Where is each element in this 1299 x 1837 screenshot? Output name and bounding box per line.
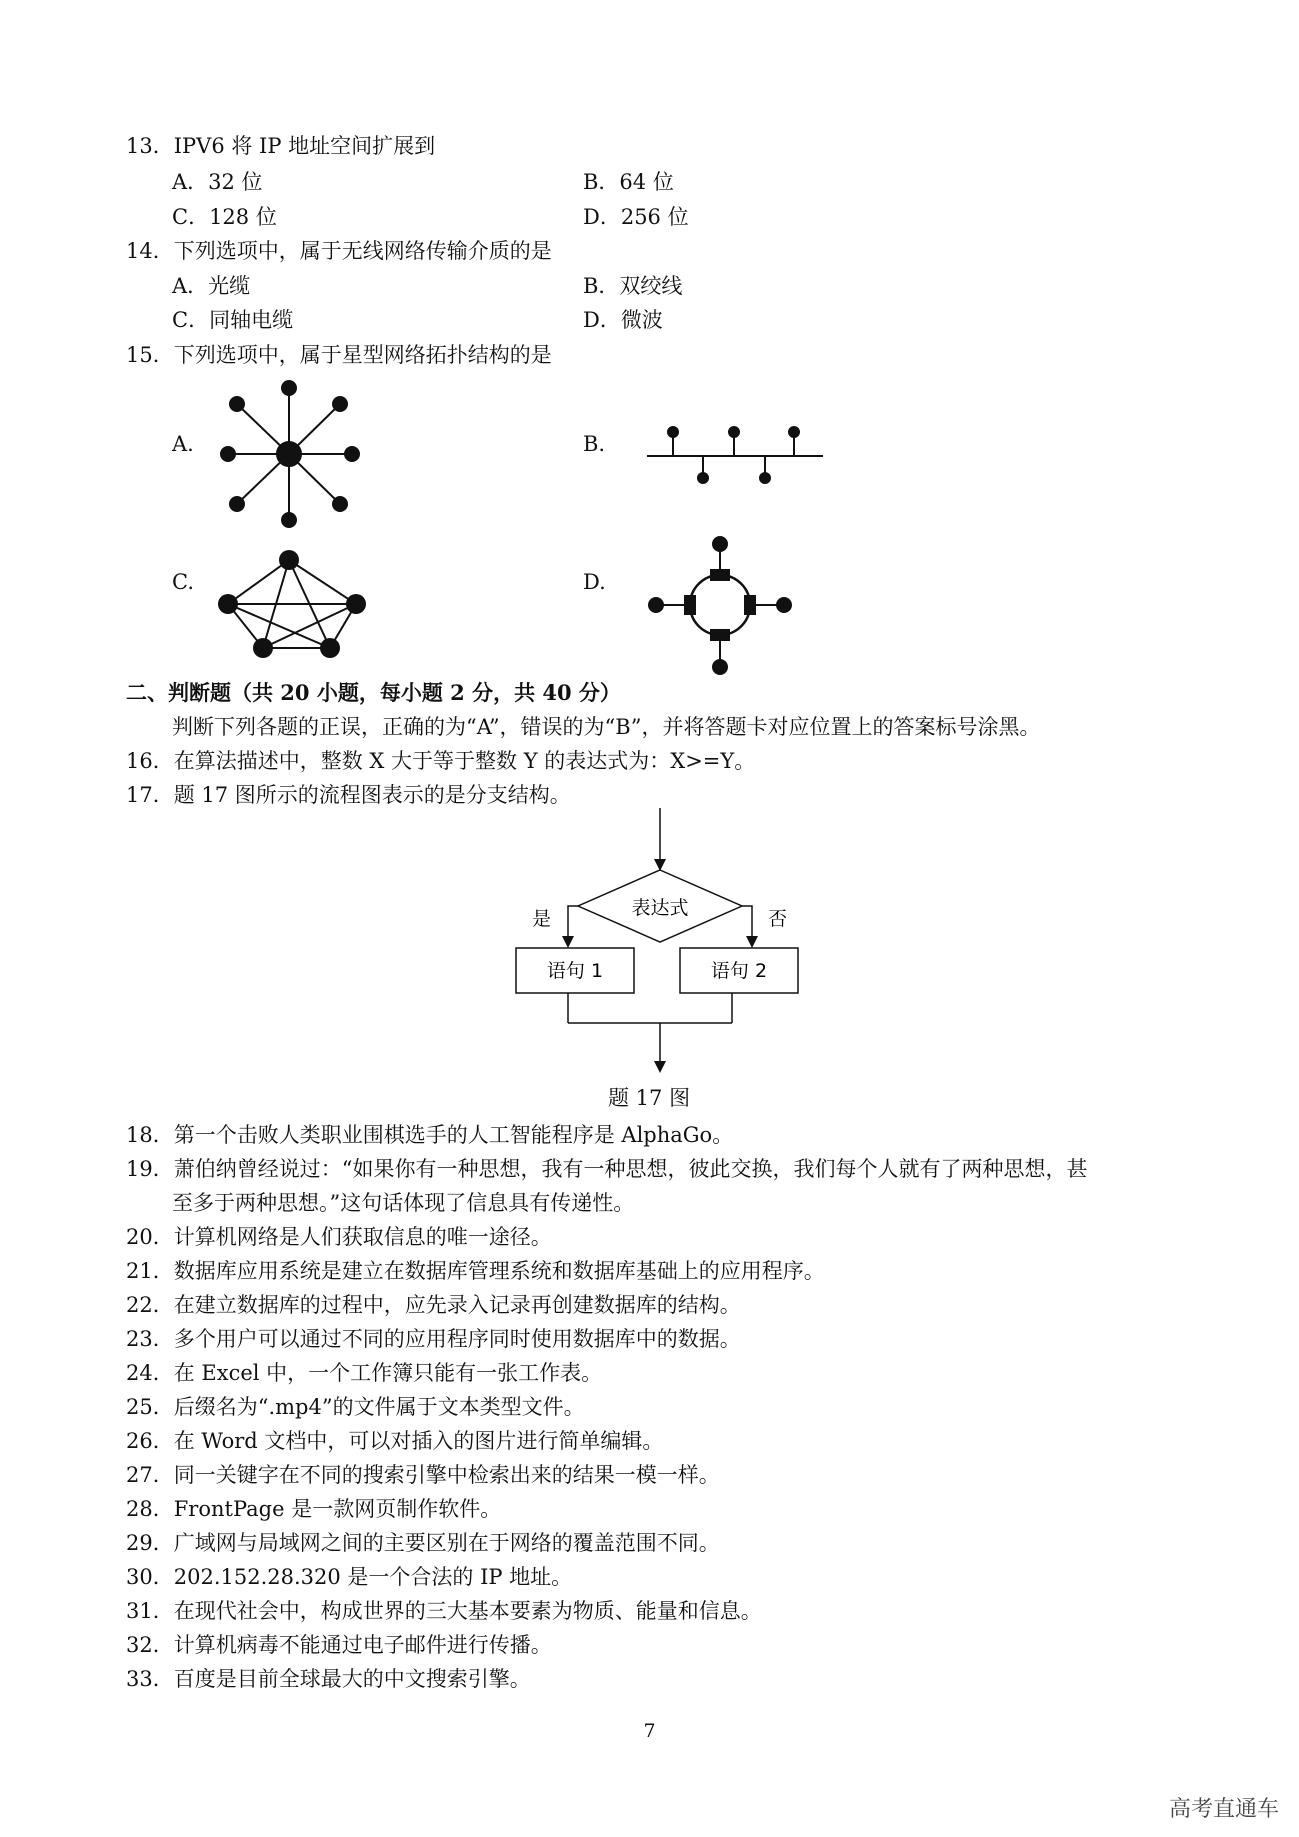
question-text: 在建立数据库的过程中，应先录入记录再创建数据库的结构。 — [173, 1293, 741, 1317]
question-number: 21． — [126, 1259, 174, 1283]
question-19-continuation: 至多于两种思想。”这句话体现了信息具有传递性。 — [172, 1191, 635, 1215]
watermark: 高考直通车 — [1168, 1797, 1279, 1822]
question-25 — [126, 1392, 585, 1422]
question-number: 29． — [126, 1531, 174, 1555]
question-27 — [126, 1460, 720, 1490]
decision-label: 表达式 — [631, 897, 689, 919]
question-28 — [126, 1494, 501, 1524]
question-17 — [126, 780, 571, 810]
question-number: 20． — [126, 1225, 174, 1249]
question-16 — [126, 746, 755, 776]
question-20 — [126, 1222, 552, 1252]
question-text: 广域网与局域网之间的主要区别在于网络的覆盖范围不同。 — [173, 1531, 720, 1555]
question-number: 27． — [126, 1463, 174, 1487]
question-text: 萧伯纳曾经说过：“如果你有一种思想，我有一种思想，彼此交换，我们每个人就有了两种思想，甚 — [173, 1157, 1088, 1181]
option-d: D．微波 — [583, 308, 663, 332]
question-text: 202.152.28.320 是一个合法的 IP 地址。 — [173, 1565, 573, 1589]
mesh-topology-diagram — [216, 548, 376, 658]
question-15 — [126, 340, 552, 370]
yes-label: 是 — [532, 908, 552, 930]
option-c: C．128 位 — [172, 205, 277, 229]
question-number: 33． — [126, 1667, 174, 1691]
question-number: 16． — [126, 749, 174, 773]
question-number: 23． — [126, 1327, 174, 1351]
question-text: 第一个击败人类职业围棋选手的人工智能程序是 AlphaGo。 — [173, 1123, 734, 1147]
question-number: 18． — [126, 1123, 174, 1147]
question-19 — [126, 1154, 1087, 1184]
question-number: 13． — [126, 134, 174, 158]
question-24 — [126, 1358, 602, 1388]
question-text: 在 Excel 中，一个工作簿只能有一张工作表。 — [173, 1361, 603, 1385]
question-text: 在算法描述中，整数 X 大于等于整数 Y 的表达式为：X>=Y。 — [173, 749, 756, 773]
no-label: 否 — [768, 908, 788, 930]
question-23 — [126, 1324, 741, 1354]
option-a: A．32 位 — [172, 170, 263, 194]
question-text: 在 Word 文档中，可以对插入的图片进行简单编辑。 — [173, 1429, 664, 1453]
question-number: 31． — [126, 1599, 174, 1623]
question-text: 计算机网络是人们获取信息的唯一途径。 — [173, 1225, 552, 1249]
question-29 — [126, 1528, 720, 1558]
question-30 — [126, 1562, 572, 1592]
section-instruction: 判断下列各题的正误，正确的为“A”，错误的为“B”，并将答题卡对应位置上的答案标号涂黑。 — [172, 715, 1041, 739]
question-32 — [126, 1630, 552, 1660]
question-stem: IPV6 将 IP 地址空间扩展到 — [173, 134, 436, 158]
page-number: 7 — [643, 1720, 656, 1742]
question-number: 14． — [126, 239, 174, 263]
option-b-label: B. — [583, 432, 606, 456]
question-number: 30． — [126, 1565, 174, 1589]
option-a: A．光缆 — [172, 274, 251, 298]
option-d-label: D. — [583, 570, 606, 594]
branch-flowchart — [500, 808, 820, 1078]
question-31 — [126, 1596, 762, 1626]
question-number: 25． — [126, 1395, 174, 1419]
question-stem: 下列选项中，属于无线网络传输介质的是 — [173, 239, 552, 263]
question-number: 32． — [126, 1633, 174, 1657]
question-number: 17． — [126, 783, 174, 807]
question-text: 题 17 图所示的流程图表示的是分支结构。 — [173, 783, 571, 807]
option-d: D．256 位 — [583, 205, 689, 229]
question-number: 22． — [126, 1293, 174, 1317]
star-topology-diagram — [220, 380, 370, 530]
ring-topology-diagram — [648, 536, 798, 676]
option-c-label: C. — [172, 570, 194, 594]
question-18 — [126, 1120, 733, 1150]
question-text: 计算机病毒不能通过电子邮件进行传播。 — [173, 1633, 552, 1657]
question-text: 同一关键字在不同的搜索引擎中检索出来的结果一模一样。 — [173, 1463, 720, 1487]
figure-caption: 题 17 图 — [608, 1086, 691, 1110]
option-c: C．同轴电缆 — [172, 308, 294, 332]
bus-topology-diagram — [645, 422, 825, 482]
question-text: 在现代社会中，构成世界的三大基本要素为物质、能量和信息。 — [173, 1599, 762, 1623]
question-22 — [126, 1290, 741, 1320]
question-stem: 下列选项中，属于星型网络拓扑结构的是 — [173, 343, 552, 367]
question-21 — [126, 1256, 825, 1286]
question-number: 26． — [126, 1429, 174, 1453]
question-14 — [126, 236, 552, 266]
statement-2-label: 语句 2 — [710, 960, 768, 982]
statement-1-label: 语句 1 — [546, 960, 604, 982]
option-b: B．双绞线 — [583, 274, 683, 298]
question-number: 28． — [126, 1497, 174, 1521]
question-26 — [126, 1426, 663, 1456]
option-b: B．64 位 — [583, 170, 674, 194]
question-text: FrontPage 是一款网页制作软件。 — [173, 1497, 502, 1521]
section-title: 二、判断题（共 20 小题，每小题 2 分，共 40 分） — [126, 680, 621, 705]
question-13 — [126, 131, 435, 161]
question-number: 24． — [126, 1361, 174, 1385]
question-text: 多个用户可以通过不同的应用程序同时使用数据库中的数据。 — [173, 1327, 741, 1351]
question-text: 数据库应用系统是建立在数据库管理系统和数据库基础上的应用程序。 — [173, 1259, 825, 1283]
question-number: 19． — [126, 1157, 174, 1181]
question-33 — [126, 1664, 531, 1694]
question-text: 百度是目前全球最大的中文搜索引擎。 — [173, 1667, 531, 1691]
option-a-label: A. — [172, 432, 194, 456]
question-number: 15． — [126, 343, 174, 367]
question-text: 后缀名为“.mp4”的文件属于文本类型文件。 — [173, 1395, 585, 1419]
